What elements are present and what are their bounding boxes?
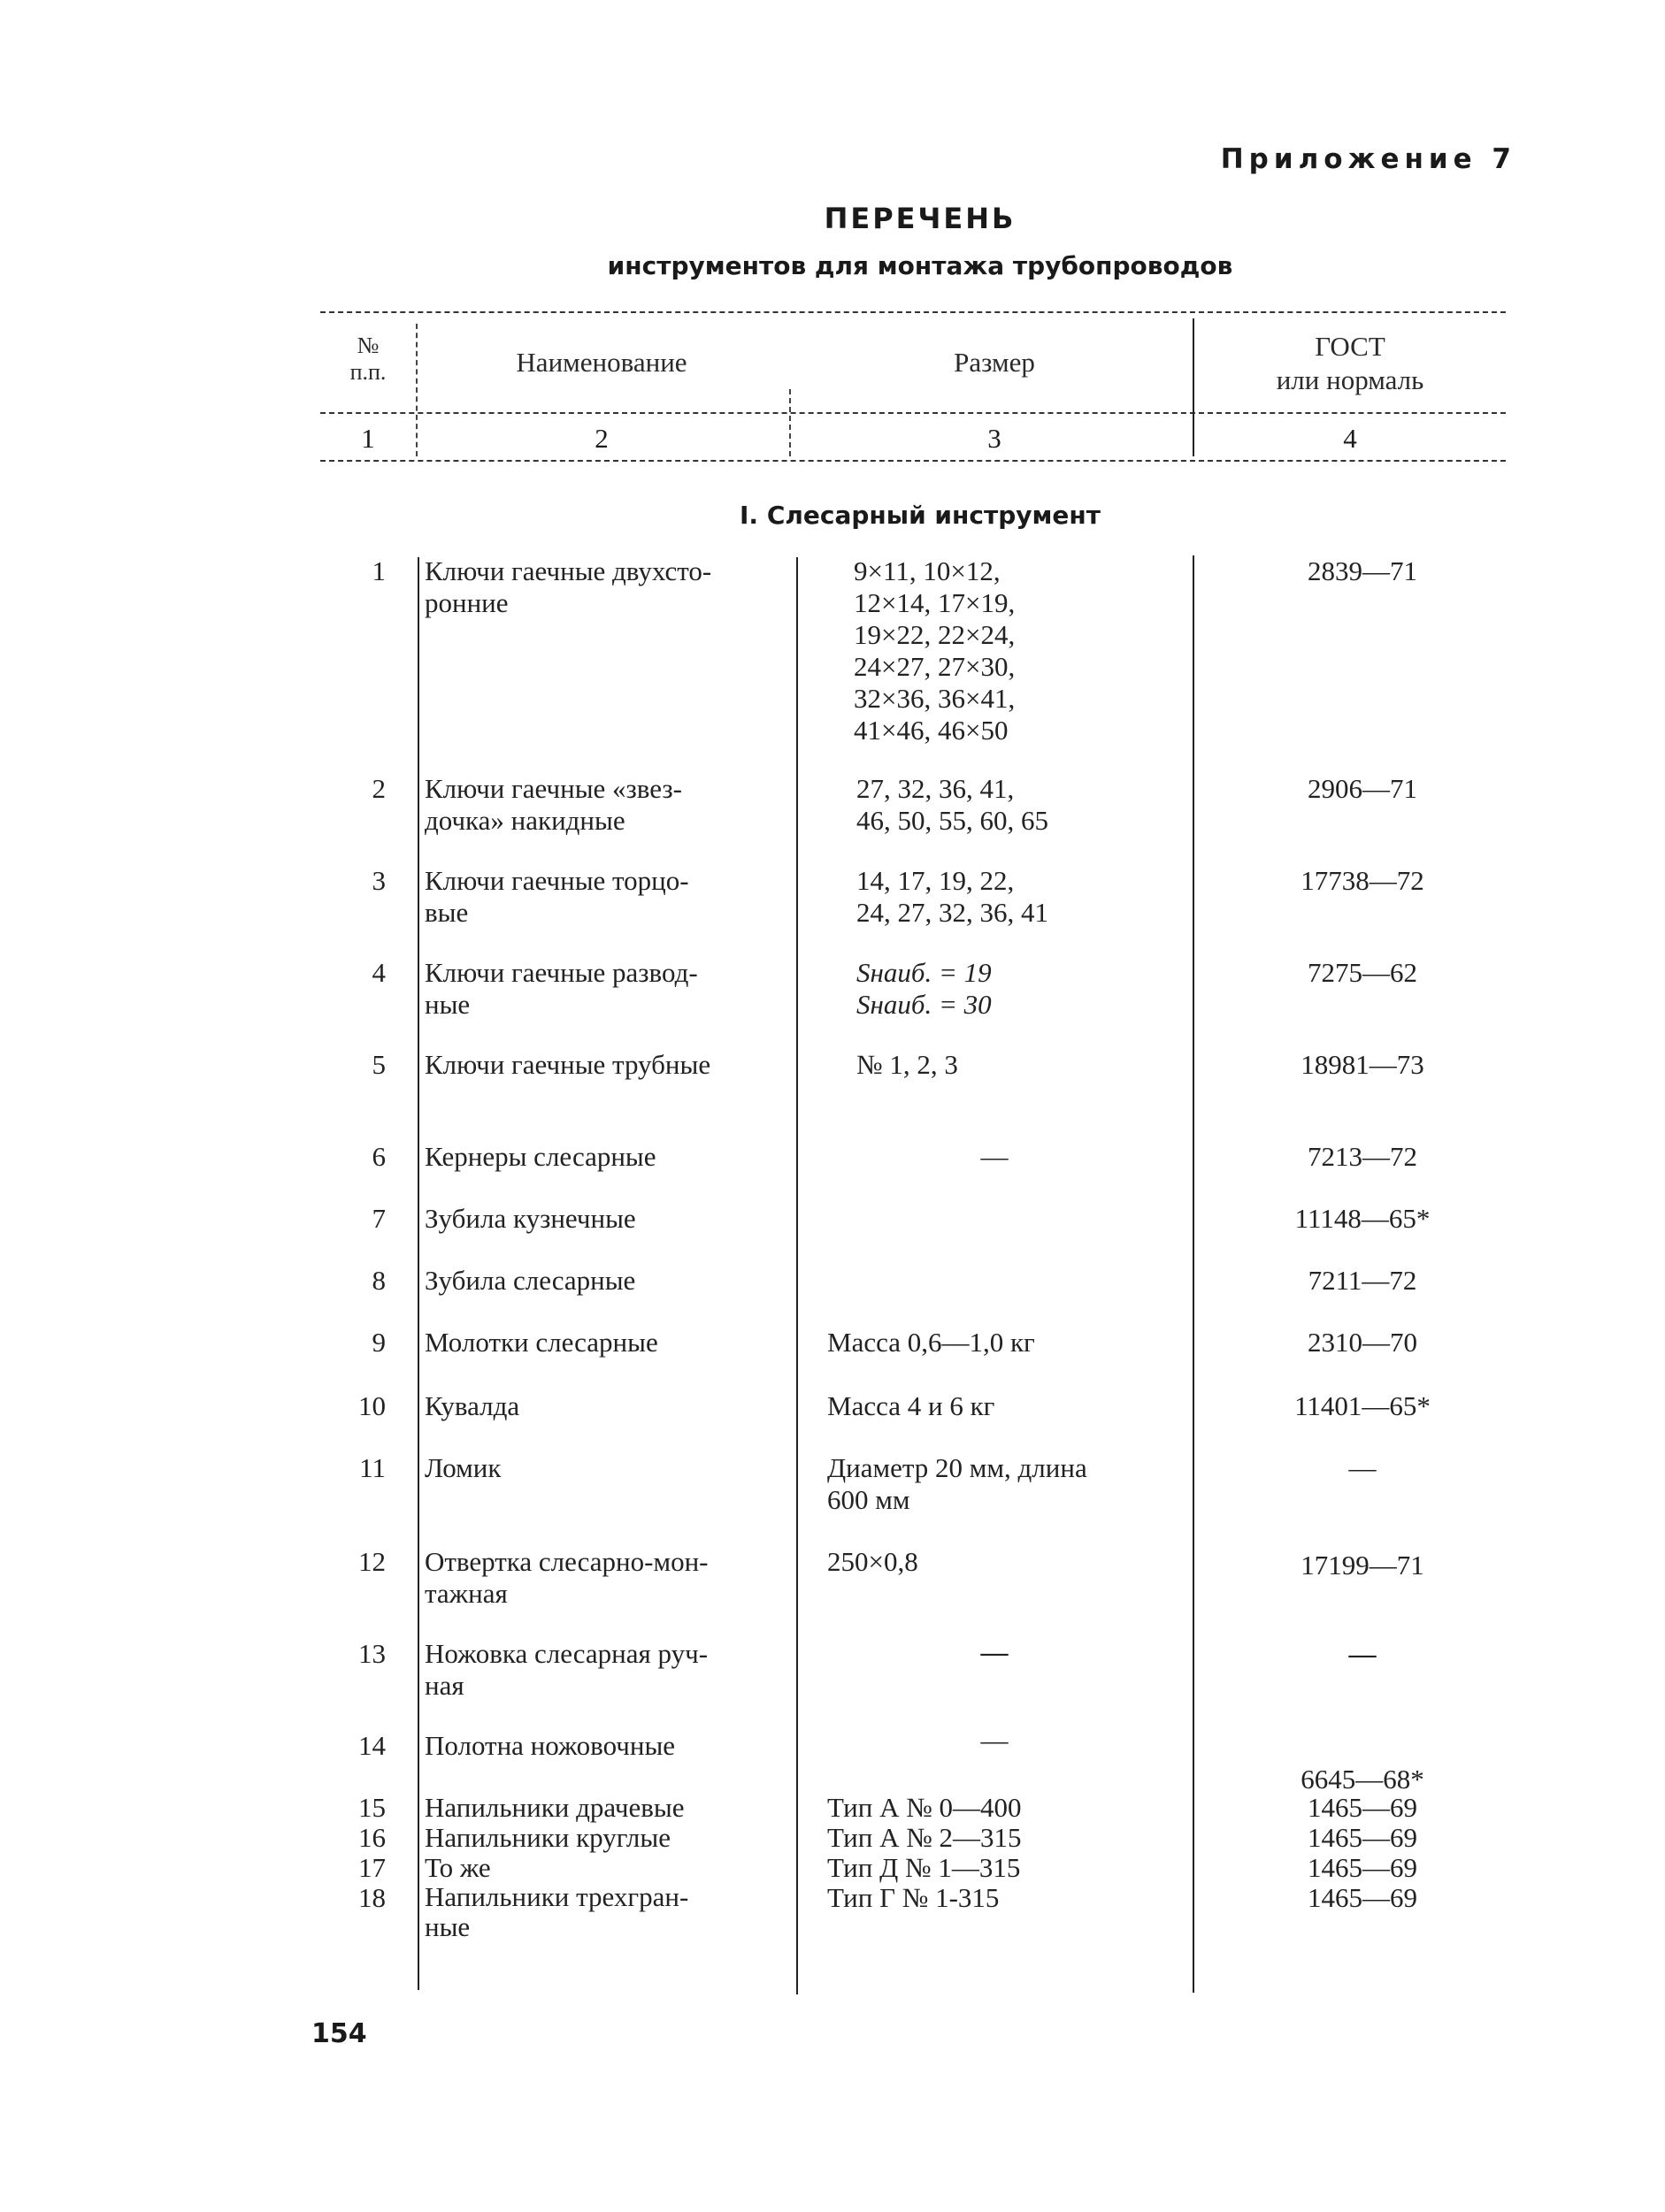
body-separator-1 [418, 557, 419, 1990]
section-title: I. Слесарный инструмент [740, 501, 1101, 530]
row-13-name: Ножовка слесарная руч- ная [425, 1638, 709, 1701]
body-separator-3 [1193, 555, 1194, 1993]
row-17-name: То же [425, 1852, 491, 1883]
header-bottom-rule [320, 460, 1506, 462]
body-separator-2 [796, 557, 798, 1994]
row-14-name: Полотна ножовочные [425, 1730, 676, 1761]
row-16-number: 16 [358, 1822, 386, 1853]
row-9-size: Масса 0,6—1,0 кг [827, 1327, 1035, 1358]
header-gost-line2: или нормаль [1276, 364, 1424, 395]
row-12-size: 250×0,8 [827, 1546, 918, 1577]
row-7-name: Зубила кузнечные [425, 1203, 636, 1234]
row-11-number: 11 [359, 1452, 386, 1483]
column-number-2: 2 [595, 423, 609, 454]
column-number-3: 3 [987, 423, 1001, 454]
page-number: 154 [311, 2018, 367, 2049]
row-11-name: Ломик [425, 1452, 502, 1483]
row-13-gost: — [1348, 1638, 1377, 1669]
document-subtitle: инструментов для монтажа трубопроводов [607, 251, 1233, 280]
row-4-size: Sнаиб. = 19 Sнаиб. = 30 [856, 957, 992, 1020]
row-15-number: 15 [358, 1792, 386, 1823]
row-15-gost: 1465—69 [1308, 1792, 1417, 1823]
row-16-name: Напильники круглые [425, 1822, 671, 1853]
row-4-gost: 7275—62 [1308, 957, 1417, 988]
row-6-number: 6 [372, 1141, 386, 1172]
row-12-gost: 17199—71 [1301, 1550, 1424, 1581]
header-top-rule [320, 311, 1506, 313]
header-name: Наименование [516, 347, 687, 378]
row-12-number: 12 [358, 1546, 386, 1577]
row-11-gost: — [1348, 1452, 1377, 1483]
row-14-gost: 6645—68* [1301, 1764, 1424, 1795]
row-8-gost: 7211—72 [1308, 1265, 1417, 1296]
row-16-gost: 1465—69 [1308, 1822, 1417, 1853]
row-5-size: № 1, 2, 3 [856, 1049, 958, 1080]
row-5-number: 5 [372, 1049, 386, 1080]
row-6-gost: 7213—72 [1308, 1141, 1417, 1172]
row-8-number: 8 [372, 1265, 386, 1296]
row-4-name: Ключи гаечные развод- ные [425, 957, 698, 1020]
row-10-gost: 11401—65* [1294, 1390, 1431, 1421]
appendix-label: Приложение 7 [1220, 143, 1516, 175]
row-1-number: 1 [372, 555, 386, 586]
row-18-gost: 1465—69 [1308, 1882, 1417, 1913]
row-2-name: Ключи гаечные «звез- дочка» накидные [425, 773, 682, 836]
row-1-size: 9×11, 10×12, 12×14, 17×19, 19×22, 22×24, 24×27, 27×30, 32×36, 36×41, 41×46, 46×50 [854, 555, 1016, 746]
header-gost-line1: ГОСТ [1315, 331, 1385, 362]
row-7-gost: 11148—65* [1294, 1203, 1431, 1234]
row-1-gost: 2839—71 [1308, 555, 1417, 586]
row-5-name: Ключи гаечные трубные [425, 1049, 711, 1080]
row-3-gost: 17738—72 [1301, 865, 1424, 896]
row-18-number: 18 [358, 1882, 386, 1913]
row-10-number: 10 [358, 1390, 386, 1421]
row-2-gost: 2906—71 [1308, 773, 1417, 804]
row-7-number: 7 [372, 1203, 386, 1234]
row-1-name: Ключи гаечные двухсто- ронние [425, 555, 712, 618]
row-13-size: — [980, 1636, 1009, 1667]
row-6-size: — [980, 1141, 1009, 1172]
column-number-4: 4 [1343, 423, 1357, 454]
row-12-name: Отвертка слесарно-мон- тажная [425, 1546, 709, 1609]
column-number-1: 1 [361, 423, 375, 454]
row-9-name: Молотки слесарные [425, 1327, 658, 1358]
row-17-size: Тип Д № 1—315 [827, 1852, 1021, 1883]
row-2-size: 27, 32, 36, 41, 46, 50, 55, 60, 65 [856, 773, 1048, 836]
row-11-size: Диаметр 20 мм, длина 600 мм [827, 1452, 1087, 1515]
row-14-size: — [980, 1725, 1009, 1756]
row-3-number: 3 [372, 865, 386, 896]
row-18-size: Тип Г № 1-315 [827, 1882, 1000, 1913]
row-10-size: Масса 4 и 6 кг [827, 1390, 995, 1421]
row-13-number: 13 [358, 1638, 386, 1669]
row-15-size: Тип А № 0—400 [827, 1792, 1022, 1823]
row-4-number: 4 [372, 957, 386, 988]
row-17-number: 17 [358, 1852, 386, 1883]
row-14-number: 14 [358, 1730, 386, 1761]
row-9-number: 9 [372, 1327, 386, 1358]
header-size: Размер [954, 347, 1035, 378]
row-17-gost: 1465—69 [1308, 1852, 1417, 1883]
header-separator-2 [789, 389, 791, 456]
row-3-size: 14, 17, 19, 22, 24, 27, 32, 36, 41 [856, 865, 1048, 928]
row-10-name: Кувалда [425, 1390, 520, 1421]
header-mid-rule [320, 412, 1506, 414]
row-2-number: 2 [372, 773, 386, 804]
row-16-size: Тип А № 2—315 [827, 1822, 1022, 1853]
row-9-gost: 2310—70 [1308, 1327, 1417, 1358]
row-6-name: Кернеры слесарные [425, 1141, 656, 1172]
row-18-name: Напильники трехгран- ные [425, 1881, 689, 1942]
row-15-name: Напильники драчевые [425, 1792, 685, 1823]
document-title: ПЕРЕЧЕНЬ [824, 202, 1017, 235]
row-5-gost: 18981—73 [1301, 1049, 1424, 1080]
row-3-name: Ключи гаечные торцо- вые [425, 865, 689, 928]
row-8-name: Зубила слесарные [425, 1265, 636, 1296]
header-number: № п.п. [349, 333, 387, 385]
